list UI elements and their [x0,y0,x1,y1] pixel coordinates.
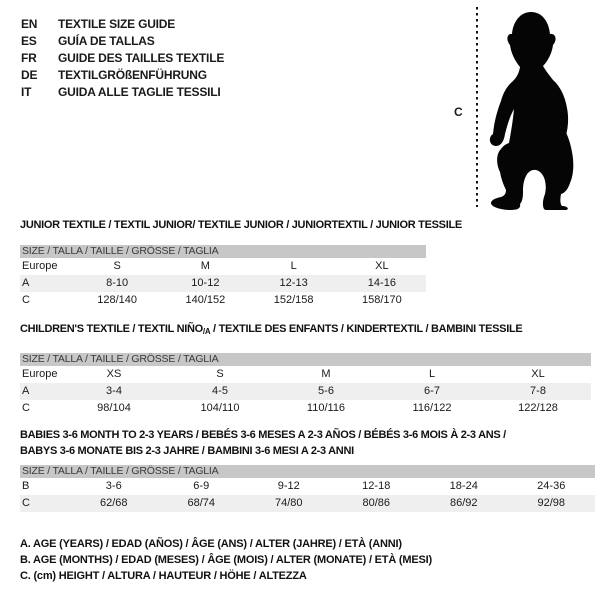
legend-footnotes [20,536,432,584]
babies-table-section [20,427,595,512]
size-cell: XL [531,368,545,380]
size-cell: S [113,260,121,272]
children-table-section [20,321,591,417]
lang-code: IT [21,85,32,99]
height-cell: 140/152 [185,294,226,306]
age-cell: 12-13 [279,277,308,289]
lang-row-de [21,67,224,84]
row-label: C [22,294,30,306]
age-cell: 8-10 [106,277,129,289]
footnote-height: C. (cm) HEIGHT / ALTURA / HAUTEUR / HÖHE / ALTEZZA [20,570,307,582]
height-cell: 92/98 [537,497,566,509]
height-cell: 86/92 [449,497,478,509]
size-cell: L [428,368,436,380]
lang-row-fr [21,50,224,67]
lang-row-es [21,33,224,50]
junior-table-title [20,217,462,233]
children-table [20,353,591,417]
junior-table-title-text: JUNIOR TEXTILE / TEXTIL JUNIOR/ TEXTILE JUNIOR / JUNIORTEXTIL / JUNIOR TESSILE [20,219,462,231]
height-measure-label: C [454,105,463,119]
children-title-sub: /A [202,327,211,336]
row-label: B [22,480,30,492]
age-cell: 6-9 [193,480,210,492]
age-cell: 10-12 [191,277,220,289]
table-row-height [20,495,595,512]
lang-text: GUIDE DES TAILLES TEXTILE [58,51,225,65]
row-label: A [22,277,30,289]
size-cell: M [200,260,210,272]
lang-text: GUIDA ALLE TAGLIE TESSILI [58,85,221,99]
language-header [21,16,224,101]
footnote-age-years: A. AGE (YEARS) / EDAD (AÑOS) / ÂGE (ANS) / ALTER (JAHRE) / ETÀ (ANNI) [20,538,402,550]
junior-table [20,245,426,309]
row-label: Europe [22,260,58,272]
babies-title-line2: BABYS 3-6 MONATE BIS 2-3 JAHRE / BAMBINI 3-6 MESI A 2-3 ANNI [20,445,354,457]
age-cell: 24-36 [537,480,566,492]
lang-text: TEXTILE SIZE GUIDE [58,17,176,31]
lang-code: FR [21,51,37,65]
height-dotted-line [476,7,478,207]
size-header-bar: SIZE / TALLA / TAILLE / GRÖSSE / TAGLIA [20,353,591,366]
age-cell: 4-5 [212,385,228,397]
size-cell: XL [375,260,389,272]
size-cell: M [321,368,331,380]
children-table-title [20,321,591,340]
table-row-europe [20,258,426,275]
row-label: Europe [22,368,58,380]
lang-row-en [21,16,224,33]
age-cell: 5-6 [318,385,334,397]
lang-row-it [21,84,224,101]
height-cell: 158/170 [361,294,402,306]
height-cell: 116/122 [412,402,452,414]
row-label: C [22,497,30,509]
babies-table [20,465,595,512]
table-row-height [20,400,591,417]
age-cell: 14-16 [367,277,396,289]
junior-table-section [20,217,462,309]
lang-code: EN [21,17,38,31]
height-cell: 68/74 [187,497,216,509]
babies-title-line1: BABIES 3-6 MONTH TO 2-3 YEARS / BEBÉS 3-6 MESES A 2-3 AÑOS / BÉBÉS 3-6 MOIS À 2-3 ANS / [20,429,506,441]
height-cell: 62/68 [99,497,128,509]
height-cell: 122/128 [518,402,558,414]
size-cell: L [290,260,297,272]
age-cell: 12-18 [362,480,391,492]
table-row-europe [20,366,591,383]
height-cell: 110/116 [306,402,346,414]
size-header-bar: SIZE / TALLA / TAILLE / GRÖSSE / TAGLIA [20,465,595,478]
babies-table-title [20,427,595,459]
lang-code: ES [21,34,37,48]
table-row-age-months [20,478,595,495]
age-cell: 9-12 [277,480,300,492]
size-cell: XS [106,368,122,380]
size-header-bar: SIZE / TALLA / TAILLE / GRÖSSE / TAGLIA [20,245,426,258]
height-cell: 152/158 [273,294,314,306]
lang-text: TEXTILGRÖßENFÜHRUNG [58,68,207,82]
height-cell: 74/80 [274,497,303,509]
lang-code: DE [21,68,38,82]
age-cell: 6-7 [424,385,440,397]
lang-text: GUÍA DE TALLAS [58,34,155,48]
baby-silhouette-icon [483,4,583,210]
height-cell: 98/104 [97,402,131,414]
table-row-age [20,383,591,400]
table-row-age [20,275,426,292]
table-row-height [20,292,426,309]
height-cell: 80/86 [362,497,391,509]
age-cell: 7-8 [530,385,546,397]
height-cell: 104/110 [200,402,240,414]
footnote-age-months: B. AGE (MONTHS) / EDAD (MESES) / ÂGE (MOIS) / ALTER (MONATE) / ETÀ (MESI) [20,554,432,566]
children-title-post: / TEXTILE DES ENFANTS / KINDERTEXTIL / BAMBINI TESSILE [210,323,523,335]
size-cell: S [216,368,224,380]
children-title-pre: CHILDREN'S TEXTILE / TEXTIL NIÑO [20,323,203,335]
row-label: C [22,402,30,414]
height-cell: 128/140 [97,294,137,306]
age-cell: 3-6 [105,480,122,492]
age-cell: 18-24 [449,480,478,492]
age-cell: 3-4 [106,385,122,397]
row-label: A [22,385,30,397]
